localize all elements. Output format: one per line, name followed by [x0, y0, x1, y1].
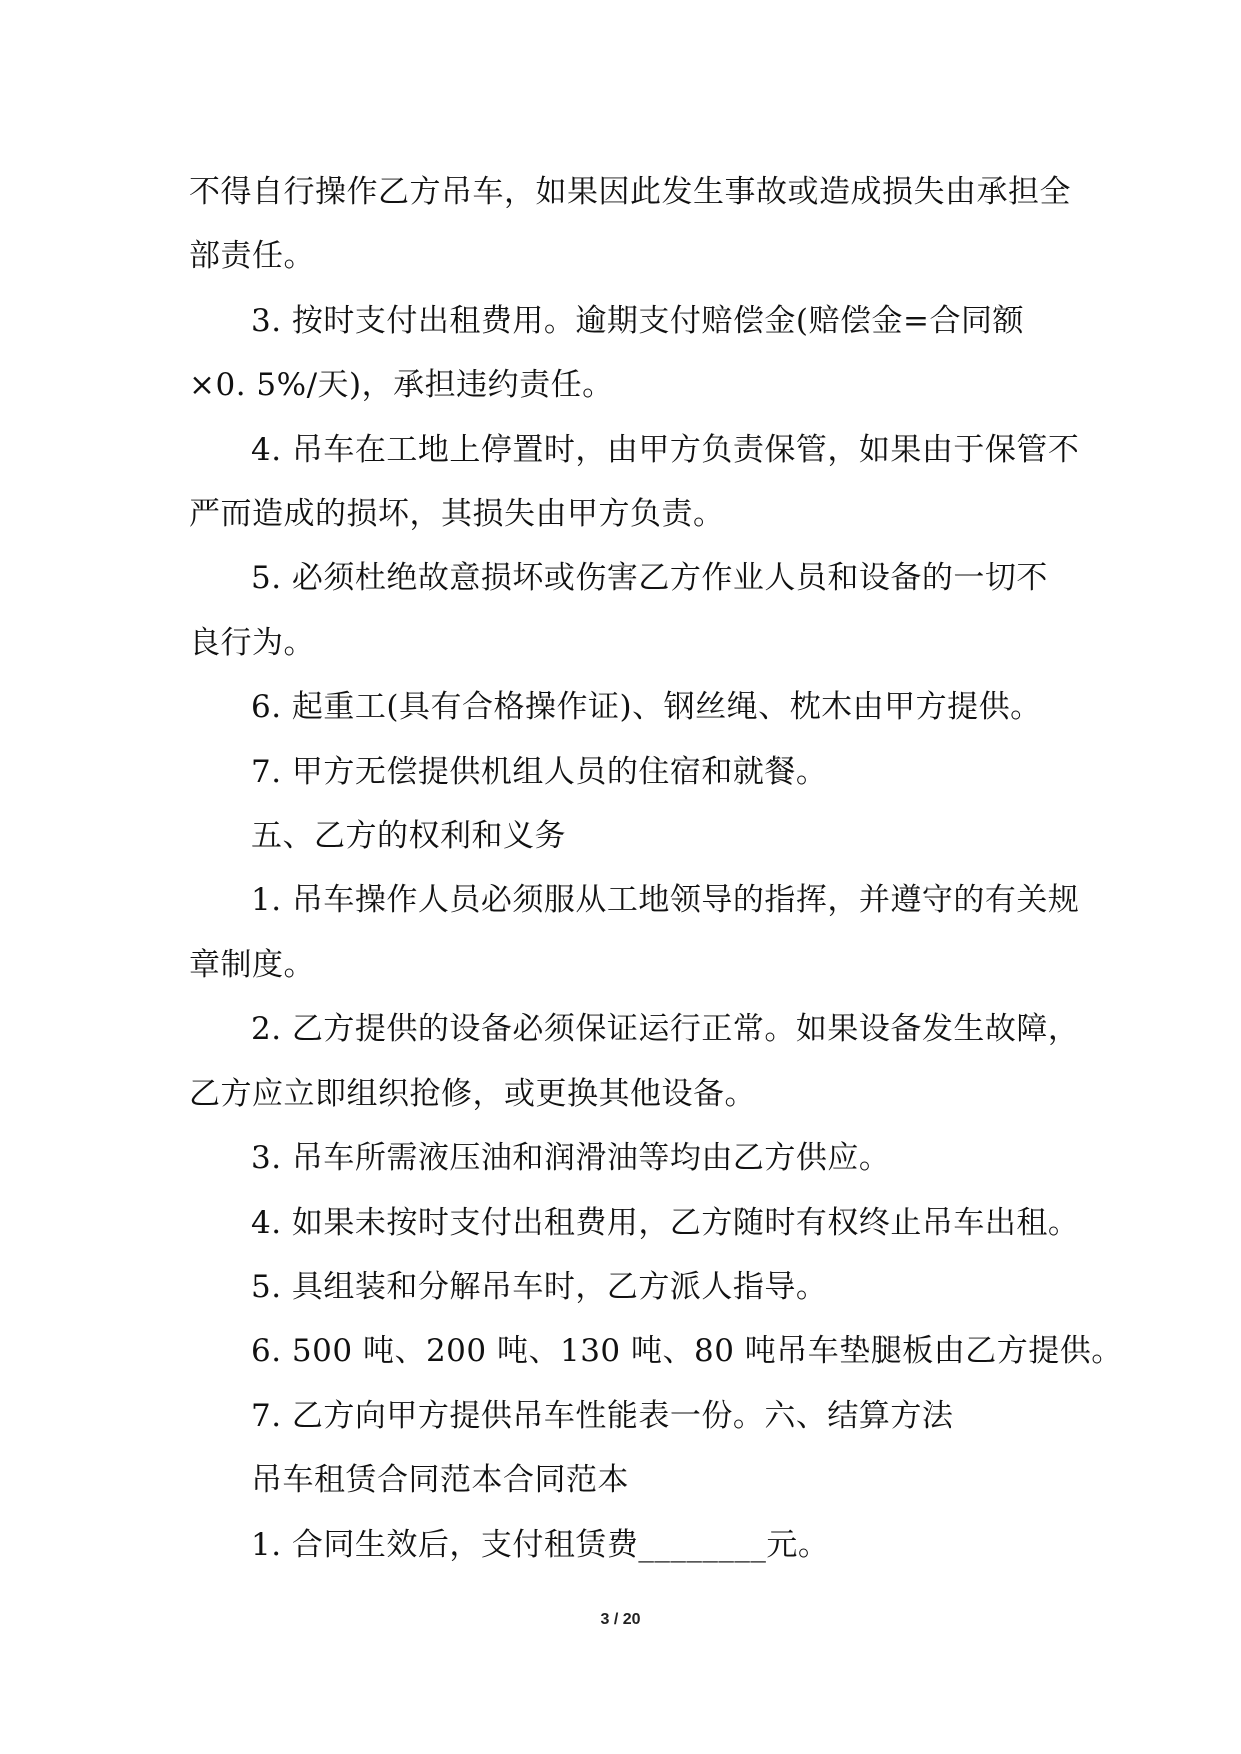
text-line: 良行为。 [189, 624, 315, 661]
document-body [189, 160, 1123, 1577]
text-line: 3. 按时支付出租费用。逾期支付赔偿金(赔偿金=合同额 [251, 302, 1024, 339]
page-number: 3 / 20 [600, 1611, 641, 1628]
text-line: 7. 乙方向甲方提供吊车性能表一份。六、结算方法 [251, 1397, 954, 1434]
text-line: 1. 吊车操作人员必须服从工地领导的指挥，并遵守的有关规 [251, 882, 1080, 919]
text-line: 1. 合同生效后，支付租赁费________元。 [251, 1526, 830, 1563]
text-line: 5. 具组装和分解吊车时，乙方派人指导。 [251, 1268, 828, 1305]
text-line: 严而造成的损坏，其损失由甲方负责。 [189, 496, 725, 533]
text-line: 乙方应立即组织抢修，或更换其他设备。 [189, 1075, 756, 1112]
text-line: ×0. 5%/天)，承担违约责任。 [189, 367, 614, 404]
text-line: 部责任。 [189, 238, 315, 275]
text-line: 6. 500 吨、200 吨、130 吨、80 吨吊车垫腿板由乙方提供。 [251, 1333, 1123, 1370]
text-line: 6. 起重工(具有合格操作证)、钢丝绳、枕木由甲方提供。 [251, 689, 1042, 726]
text-line: 不得自行操作乙方吊车，如果因此发生事故或造成损失由承担全 [189, 174, 1071, 210]
text-line: 7. 甲方无偿提供机组人员的住宿和就餐。 [251, 753, 828, 790]
text-line: 5. 必须杜绝故意损坏或伤害乙方作业人员和设备的一切不 [251, 560, 1048, 597]
text-line: 4. 如果未按时支付出租费用，乙方随时有权终止吊车出租。 [251, 1204, 1080, 1241]
text-line: 2. 乙方提供的设备必须保证运行正常。如果设备发生故障， [251, 1011, 1080, 1048]
text-line: 章制度。 [189, 946, 315, 983]
text-line: 4. 吊车在工地上停置时，由甲方负责保管，如果由于保管不 [251, 431, 1080, 468]
text-line: 3. 吊车所需液压油和润滑油等均由乙方供应。 [251, 1140, 891, 1177]
text-line: 吊车租赁合同范本合同范本 [251, 1462, 629, 1499]
text-line: 五、乙方的权利和义务 [251, 818, 566, 855]
